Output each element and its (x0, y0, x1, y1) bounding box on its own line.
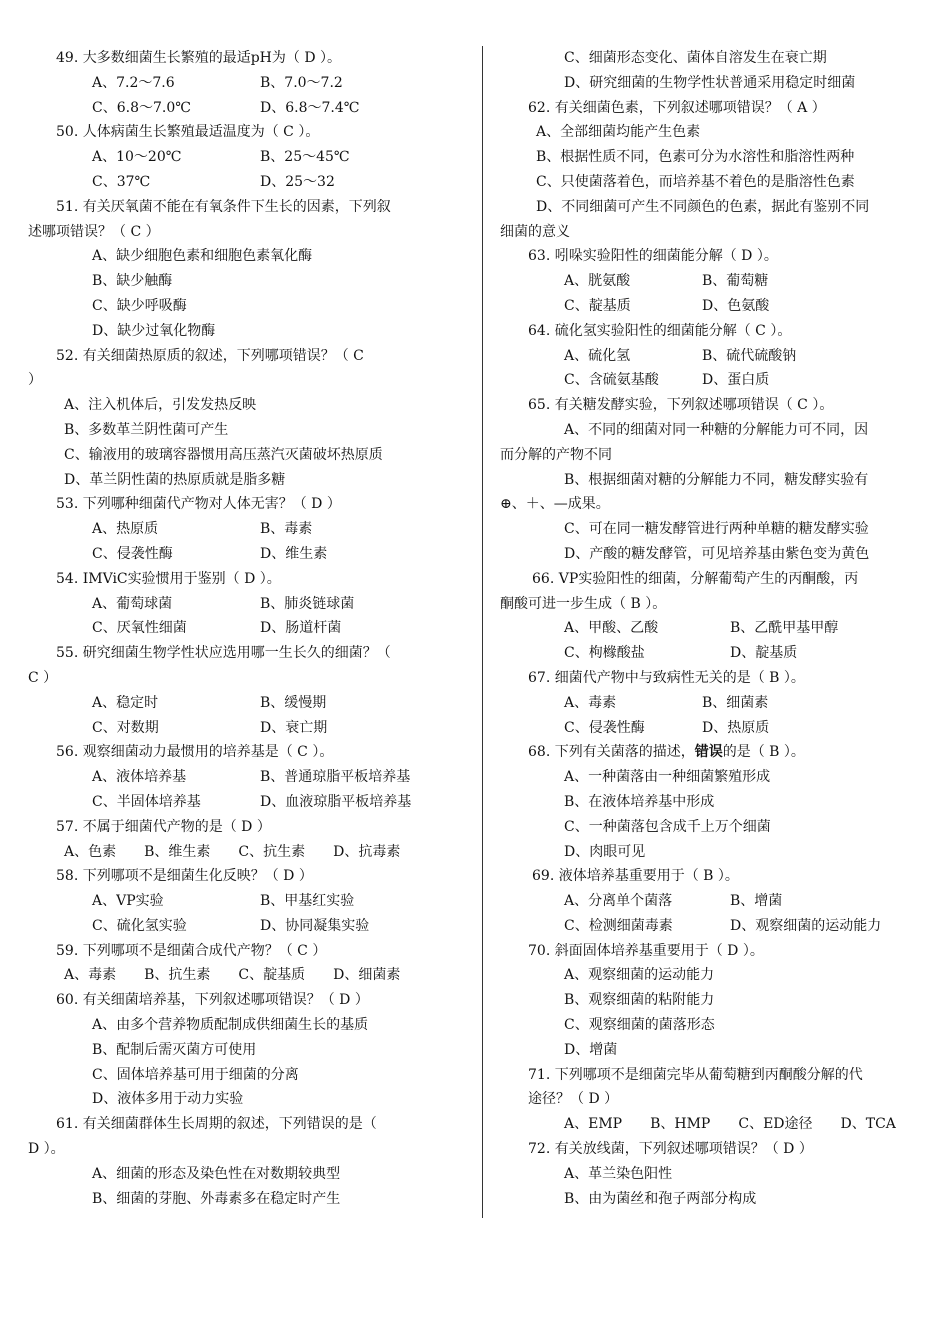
answer-option: B、葡萄糖 (702, 273, 769, 290)
answer-option: D、维生素 (260, 545, 328, 562)
question-continuation: 酮酸可进一步生成（ B ）。 (500, 595, 667, 612)
answer-option: C、只使菌落着色，而培养基不着色的是脂溶性色素 (536, 173, 855, 190)
answer-option: A、稳定时 (92, 694, 159, 711)
answer-option: C、观察细菌的菌落形态 (564, 1017, 715, 1034)
question-continuation: 细菌的意义 (500, 223, 570, 240)
question-line (500, 740, 932, 765)
answer-option: C、靛基质 (238, 967, 306, 984)
answer-options-row (28, 963, 468, 988)
question-emphasis: 错误 (694, 744, 723, 761)
answer-option: A、热原质 (92, 521, 159, 538)
answer-options-row (500, 1112, 932, 1137)
answer-option: B、硫代硫酸钠 (702, 347, 797, 364)
answer-option: A、缺少细胞色素和细胞色素氧化酶 (92, 248, 313, 265)
answer-options-row (28, 592, 468, 617)
answer-option: C、半固体培养基 (92, 793, 201, 810)
answer-option: C、6.8～7.0℃ (92, 99, 191, 116)
answer-option: B、25～45℃ (260, 149, 350, 166)
answer-options-row (500, 344, 932, 369)
answer-option: B、维生素 (144, 843, 211, 860)
answer-options-row (28, 616, 468, 641)
answer-options-row (500, 914, 932, 939)
answer-option: B、甲基红实验 (260, 893, 355, 910)
answer-option: D、热原质 (702, 719, 770, 736)
answer-option: C、一种菌落包含成千上万个细菌 (564, 818, 771, 835)
question-continuation: D ）。 (28, 1141, 65, 1158)
answer-option: A、VP实验 (92, 893, 164, 910)
answer-option: D、革兰阴性菌的热原质就是脂多糖 (64, 471, 286, 488)
answer-option: C、厌氧性细菌 (92, 620, 187, 637)
question-continuation: ） (28, 372, 42, 389)
answer-option: C、细菌形态变化、菌体自溶发生在衰亡期 (564, 50, 827, 66)
question-line: 71. 下列哪项不是细菌完毕从葡萄糖到丙酮酸分解的代 (528, 1066, 863, 1083)
question-line: 途径？（ D ） (528, 1091, 619, 1108)
answer-option: A、液体培养基 (92, 769, 187, 786)
answer-option: A、EMP (564, 1116, 623, 1133)
answer-option: A、全部细菌均能产生色素 (536, 124, 701, 141)
left-column (28, 46, 468, 1211)
answer-option: D、肠道杆菌 (260, 620, 342, 637)
question-line: 55. 研究细菌生物学性状应选用哪一生长久的细菌？（ (56, 645, 391, 662)
question-line: 72. 有关放线菌，下列叙述哪项错误？（ D ） (528, 1141, 813, 1158)
answer-option: B、毒素 (260, 521, 313, 538)
answer-option: D、抗毒素 (333, 843, 401, 860)
answer-option: C、抗生素 (238, 843, 306, 860)
answer-option: A、10～20℃ (92, 149, 182, 166)
answer-option: C、枸橼酸盐 (564, 645, 645, 662)
answer-option: B、细菌的芽胞、外毒素多在稳定时产生 (92, 1190, 341, 1207)
question-line: 59. 下列哪项不是细菌合成代产物？（ C ） (56, 942, 327, 959)
question-line: 63. 吲哚实验阳性的细菌能分解（ D ）。 (528, 248, 778, 265)
answer-option: C、靛基质 (564, 297, 631, 314)
answer-options-row (28, 840, 468, 865)
answer-options-row (500, 889, 932, 914)
answer-option: B、增菌 (730, 893, 783, 910)
answer-options-row (500, 269, 932, 294)
question-line: 64. 硫化氢实验阳性的细菌能分解（ C ）。 (528, 322, 792, 339)
answer-options-row (28, 914, 468, 939)
answer-options-row (28, 889, 468, 914)
answer-options-row (28, 790, 468, 815)
answer-option: D、协同凝集实验 (260, 917, 370, 934)
question-continuation: 述哪项错误？（ C ） (28, 223, 160, 240)
answer-options-row (28, 145, 468, 170)
answer-option: A、分离单个菌落 (564, 893, 673, 910)
question-text: 的是（ B ）。 (722, 744, 805, 761)
answer-option: C、检测细菌毒素 (564, 917, 673, 934)
answer-option: C、缺少呼吸酶 (92, 297, 187, 314)
answer-option: B、7.0～7.2 (260, 74, 343, 91)
answer-option: A、毒素 (64, 967, 117, 984)
question-line: 53. 下列哪种细菌代产物对人体无害？（ D ） (56, 496, 341, 513)
answer-options-row (500, 368, 932, 393)
question-line: 52. 有关细菌热原质的叙述，下列哪项错误？（ C (56, 347, 364, 364)
question-line: 62. 有关细菌色素，下列叙述哪项错误？（ A ） (528, 99, 826, 116)
answer-option: D、25～32 (260, 173, 335, 190)
answer-option: B、普通琼脂平板培养基 (260, 769, 411, 786)
answer-option: A、色素 (64, 843, 117, 860)
answer-option: C、侵袭性酶 (92, 545, 173, 562)
answer-option: D、血液琼脂平板培养基 (260, 793, 412, 810)
answer-option: D、细菌素 (333, 967, 401, 984)
answer-option: D、缺少过氧化物酶 (92, 322, 216, 339)
question-text: 68. 下列有关菌落的描述， (528, 744, 695, 761)
right-column (500, 46, 932, 1211)
answer-option: B、抗生素 (144, 967, 211, 984)
answer-options-row (500, 294, 932, 319)
answer-option: C、对数期 (92, 719, 159, 736)
answer-option: B、肺炎链球菌 (260, 595, 355, 612)
answer-option: A、7.2～7.6 (92, 74, 175, 91)
answer-option: A、硫化氢 (564, 347, 631, 364)
question-line: 65. 有关糖发酵实验，下列叙述哪项错误（ C ）。 (528, 397, 834, 414)
answer-options-row (28, 691, 468, 716)
answer-option: A、细菌的形态及染色性在对数期较典型 (92, 1165, 341, 1182)
answer-option: D、TCA (840, 1116, 896, 1133)
answer-options-row (28, 71, 468, 96)
answer-option: C、侵袭性酶 (564, 719, 645, 736)
question-line: 57. 不属于细菌代产物的是（ D ） (56, 818, 271, 835)
answer-options-row (28, 542, 468, 567)
answer-options-row (28, 716, 468, 741)
question-continuation: C ） (28, 669, 58, 686)
question-line: 66. VP实验阳性的细菌，分解葡萄产生的丙酮酸，丙 (532, 570, 859, 587)
answer-option: A、葡萄球菌 (92, 595, 173, 612)
answer-option: C、固体培养基可用于细菌的分离 (92, 1066, 299, 1083)
answer-option: A、一种菌落由一种细菌繁殖形成 (564, 769, 771, 786)
answer-option: D、观察细菌的运动能力 (730, 917, 882, 934)
answer-option: B、细菌素 (702, 694, 769, 711)
question-line: 69. 液体培养基重要用于（ B ）。 (532, 868, 739, 885)
answer-option: B、根据细菌对糖的分解能力不同，糖发酵实验有 (564, 471, 869, 488)
answer-options-row (500, 641, 932, 666)
answer-option: B、缺少触酶 (92, 273, 173, 290)
answer-option: D、6.8～7.4℃ (260, 99, 360, 116)
question-line: 58. 下列哪项不是细菌生化反映？（ D ） (56, 868, 313, 885)
answer-option: B、乙酰甲基甲醇 (730, 620, 839, 637)
answer-option: B、根据性质不同，色素可分为水溶性和脂溶性两种 (536, 149, 855, 166)
question-line: 50. 人体病菌生长繁殖最适温度为（ C ）。 (56, 124, 320, 141)
answer-option: C、硫化氢实验 (92, 917, 187, 934)
answer-option: B、在液体培养基中形成 (564, 793, 715, 810)
answer-option: B、由为菌丝和孢子两部分构成 (564, 1190, 757, 1207)
question-line: 70. 斜面固体培养基重要用于（ D ）。 (528, 942, 764, 959)
answer-option: C、可在同一糖发酵管进行两种单糖的糖发酵实验 (564, 521, 869, 538)
answer-option: D、研究细菌的生物学性状普通采用稳定时细菌 (564, 74, 856, 91)
answer-option: A、观察细菌的运动能力 (564, 967, 715, 984)
answer-options-row (28, 765, 468, 790)
answer-option: A、注入机体后，引发发热反映 (64, 397, 257, 414)
column-divider (482, 46, 483, 1218)
answer-options-row (28, 517, 468, 542)
answer-option: D、液体多用于动力实验 (92, 1091, 244, 1108)
question-line: 49. 大多数细菌生长繁殖的最适pH为（ D ）。 (56, 50, 342, 66)
answer-option: D、肉眼可见 (564, 843, 646, 860)
answer-options-row (500, 616, 932, 641)
question-line: 61. 有关细菌群体生长周期的叙述，下列错误的是（ (56, 1116, 377, 1133)
answer-option: A、革兰染色阳性 (564, 1165, 673, 1182)
answer-option: A、不同的细菌对同一种糖的分解能力可不同，因 (564, 421, 869, 438)
answer-option: C、ED途径 (738, 1116, 813, 1133)
answer-option: D、蛋白质 (702, 372, 770, 389)
answer-option: D、不同细菌可产生不同颜色的色素，据此有鉴别不同 (536, 198, 870, 215)
answer-option: D、色氨酸 (702, 297, 770, 314)
answer-option: B、配制后需灭菌方可使用 (92, 1041, 257, 1058)
answer-option: A、胱氨酸 (564, 273, 631, 290)
answer-options-row (28, 170, 468, 195)
question-continuation: ⊕、＋、—成果。 (500, 496, 610, 513)
answer-option: A、毒素 (564, 694, 617, 711)
answer-option: C、输液用的玻璃容器惯用高压蒸汽灭菌破坏热原质 (64, 446, 383, 463)
answer-option: B、HMP (650, 1116, 711, 1133)
question-line: 67. 细菌代产物中与致病性无关的是（ B ）。 (528, 669, 805, 686)
question-line: 54. IMViC实验惯用于鉴别（ D ）。 (56, 570, 281, 587)
question-line: 51. 有关厌氧菌不能在有氧条件下生长的因素，下列叙 (56, 198, 391, 215)
answer-option: B、多数革兰阴性菌可产生 (64, 421, 229, 438)
answer-options-row (28, 96, 468, 121)
answer-option: B、观察细菌的粘附能力 (564, 992, 715, 1009)
answer-option: D、靛基质 (730, 645, 798, 662)
answer-option: B、缓慢期 (260, 694, 327, 711)
answer-options-row (500, 716, 932, 741)
answer-option: D、衰亡期 (260, 719, 328, 736)
answer-options-row (500, 691, 932, 716)
answer-option: C、37℃ (92, 173, 151, 190)
answer-option: C、含硫氨基酸 (564, 372, 659, 389)
question-line: 56. 观察细菌动力最惯用的培养基是（ C ）。 (56, 744, 334, 761)
question-continuation: 而分解的产物不同 (500, 446, 612, 463)
answer-option: A、由多个营养物质配制成供细菌生长的基质 (92, 1017, 369, 1034)
answer-option: D、产酸的糖发酵管，可见培养基由紫色变为黄色 (564, 545, 870, 562)
answer-option: A、甲酸、乙酸 (564, 620, 659, 637)
question-line: 60. 有关细菌培养基，下列叙述哪项错误？（ D ） (56, 992, 369, 1009)
answer-option: D、增菌 (564, 1041, 618, 1058)
